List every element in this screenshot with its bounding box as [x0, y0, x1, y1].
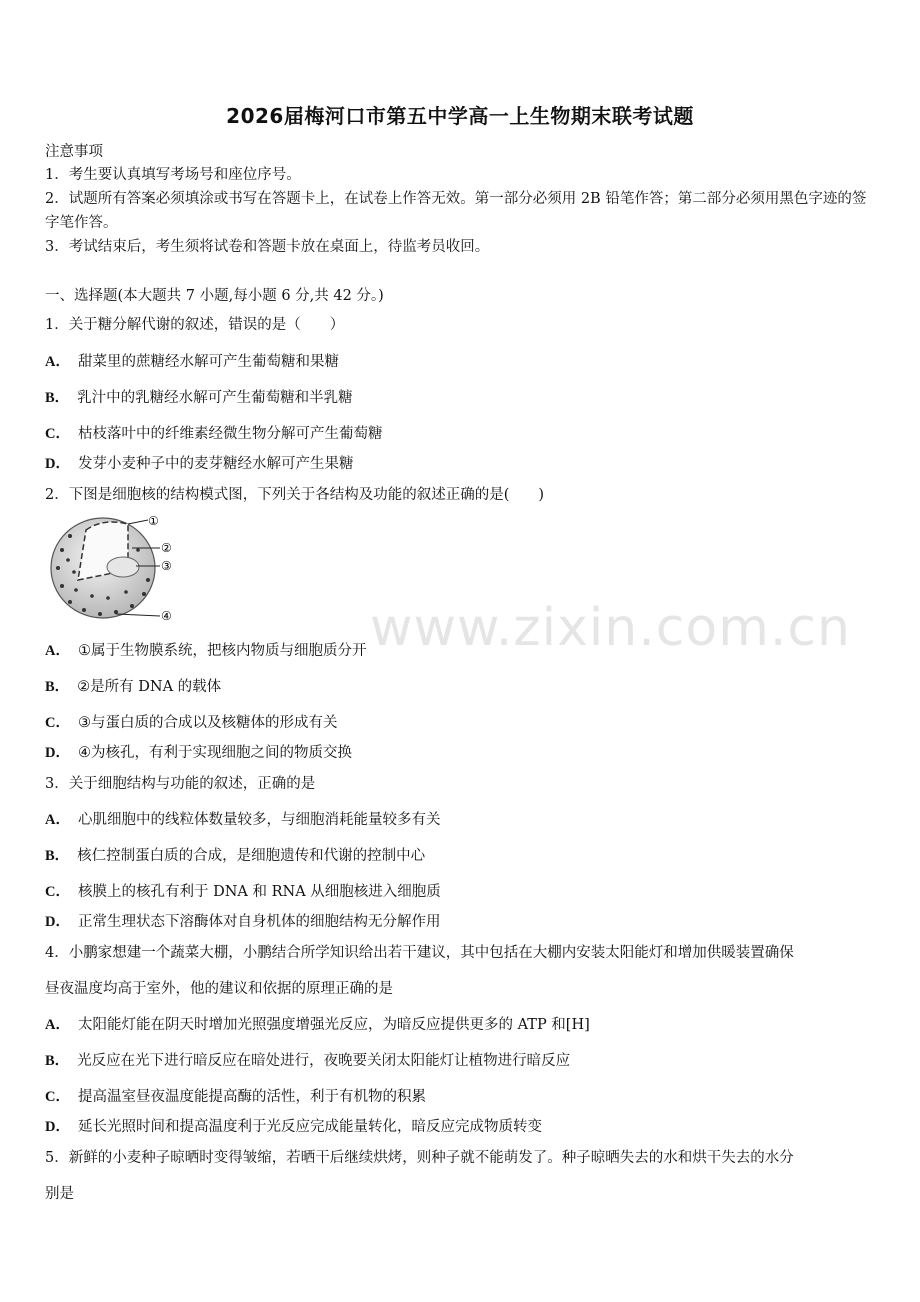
q2-option-d: [45, 741, 352, 762]
figure-label-4: ④: [161, 609, 172, 623]
option-text: 提高温室昼夜温度能提高酶的活性，利于有机物的积累: [77, 1089, 426, 1105]
option-letter: B．: [45, 390, 70, 406]
question-1-stem: 1．关于糖分解代谢的叙述，错误的是（ ）: [45, 317, 345, 333]
option-letter: A．: [45, 643, 70, 659]
q1-option-d: [45, 452, 353, 473]
question-4-stem-line-2: 昼夜温度均高于室外，他的建议和依据的原理正确的是: [45, 981, 393, 997]
q4-option-d: [45, 1115, 542, 1136]
q3-option-b: [45, 844, 425, 865]
option-text: ④为核孔，有利于实现细胞之间的物质交换: [77, 745, 352, 761]
q1-option-a: [45, 350, 339, 371]
option-text: 乳汁中的乳糖经水解可产生葡萄糖和半乳糖: [77, 390, 353, 406]
figure-label-3: ③: [161, 559, 172, 573]
option-text: ①属于生物膜系统，把核内物质与细胞质分开: [77, 643, 367, 659]
question-2-stem: 2．下图是细胞核的结构模式图，下列关于各结构及功能的叙述正确的是( ): [45, 487, 545, 503]
q3-option-d: [45, 910, 440, 931]
option-letter: D．: [45, 914, 70, 930]
option-text: 枯枝落叶中的纤维素经微生物分解可产生葡萄糖: [77, 426, 383, 442]
option-text: 甜菜里的蔗糖经水解可产生葡萄糖和果糖: [77, 354, 339, 370]
section-heading: 一、选择题(本大题共 7 小题,每小题 6 分,共 42 分。): [45, 288, 384, 304]
option-text: 发芽小麦种子中的麦芽糖经水解可产生果糖: [77, 456, 354, 472]
question-4-stem-line-1: 4．小鹏家想建一个蔬菜大棚，小鹏结合所学知识给出若干建议，其中包括在大棚内安装太阳能灯和增加供暖装置确保: [45, 945, 794, 961]
leader-line-1: [128, 520, 148, 524]
notice-item-3: 3．考试结束后，考生须将试卷和答题卡放在桌面上，待监考员收回。: [45, 239, 490, 255]
option-letter: B．: [45, 679, 70, 695]
option-letter: B．: [45, 848, 70, 864]
q2-option-b: [45, 675, 221, 696]
option-text: 延长光照时间和提高温度利于光反应完成能量转化，暗反应完成物质转变: [77, 1119, 542, 1135]
q3-option-c: [45, 880, 441, 901]
option-letter: B．: [45, 1053, 70, 1069]
q2-option-c: [45, 711, 337, 732]
notice-item-1: 1．考生要认真填写考场号和座位序号。: [45, 167, 301, 183]
option-text: 核仁控制蛋白质的合成，是细胞遗传和代谢的控制中心: [77, 848, 426, 864]
nucleolus: [107, 557, 139, 577]
option-text: 心肌细胞中的线粒体数量较多，与细胞消耗能量较多有关: [77, 812, 441, 828]
q4-option-c: [45, 1085, 426, 1106]
q4-option-a: [45, 1013, 590, 1034]
option-letter: D．: [45, 745, 70, 761]
option-text: 正常生理状态下溶酶体对自身机体的细胞结构无分解作用: [77, 914, 441, 930]
option-letter: C．: [45, 884, 70, 900]
option-letter: C．: [45, 1089, 70, 1105]
figure-label-2: ②: [161, 541, 172, 555]
question-5-stem-line-2: 别是: [45, 1186, 74, 1202]
notice-item-2: 2．试题所有答案必须填涂或书写在答题卡上，在试卷上作答无效。第一部分必须用 2B 铅笔作答；第二部分必须用黑色字迹的签字笔作答。: [45, 191, 867, 231]
figure-label-1: ①: [148, 514, 159, 528]
option-text: ③与蛋白质的合成以及核糖体的形成有关: [77, 715, 338, 731]
option-letter: A．: [45, 812, 70, 828]
option-text: 核膜上的核孔有利于 DNA 和 RNA 从细胞核进入细胞质: [77, 884, 441, 900]
q3-option-a: [45, 808, 440, 829]
option-letter: A．: [45, 354, 70, 370]
option-text: 太阳能灯能在阴天时增加光照强度增强光反应，为暗反应提供更多的 ATP 和[H]: [77, 1017, 590, 1033]
option-letter: A．: [45, 1017, 70, 1033]
option-letter: C．: [45, 715, 70, 731]
option-letter: D．: [45, 456, 70, 472]
q1-option-c: [45, 422, 382, 443]
question-3-stem: 3．关于细胞结构与功能的叙述，正确的是: [45, 776, 316, 792]
notice-heading: 注意事项: [45, 144, 103, 160]
option-letter: C．: [45, 426, 70, 442]
question-5-stem-line-1: 5．新鲜的小麦种子晾晒时变得皱缩，若晒干后继续烘烤，则种子就不能萌发了。种子晾晒失去的水和烘干失去的水分: [45, 1150, 794, 1166]
option-letter: D．: [45, 1119, 70, 1135]
watermark: www.zixin.com.cn: [370, 598, 851, 658]
option-text: 光反应在光下进行暗反应在暗处进行，夜晚要关闭太阳能灯让植物进行暗反应: [77, 1053, 571, 1069]
option-text: ②是所有 DNA 的载体: [77, 679, 222, 695]
q2-option-a: [45, 639, 366, 660]
q4-option-b: [45, 1049, 570, 1070]
page-title: 2026届梅河口市第五中学高一上生物期末联考试题: [226, 104, 694, 128]
nucleus-diagram: [48, 510, 188, 625]
q1-option-b: [45, 386, 353, 407]
